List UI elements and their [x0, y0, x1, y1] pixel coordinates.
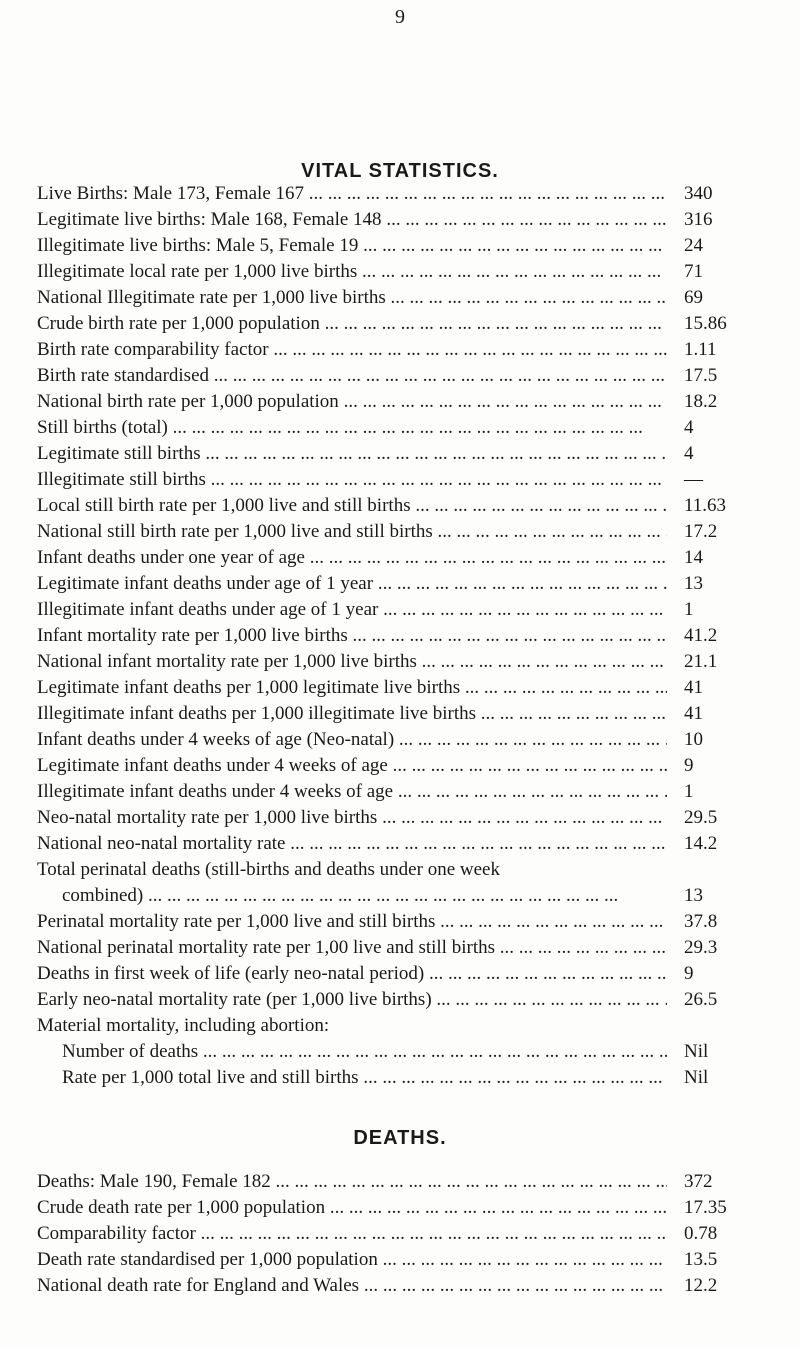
stat-label: Legitimate infant deaths under age of 1 year ... . — [37, 571, 667, 597]
stat-label: Legitimate live births: Male 168, Female 148 ... . — [37, 207, 667, 233]
deaths-heading: DEATHS. — [353, 1127, 447, 1149]
stat-value: 14.2 — [684, 833, 718, 854]
stat-label: National infant mortality rate per 1,000 live births ... . — [37, 649, 667, 675]
stat-label: Death rate standardised per 1,000 population ... . — [37, 1247, 667, 1273]
stat-value: 17.35 — [684, 1197, 727, 1218]
stat-value: 13 — [684, 885, 703, 906]
stat-label: Deaths: Male 190, Female 182 ... . — [37, 1169, 667, 1195]
vital-statistics-heading: VITAL STATISTICS. — [301, 160, 499, 182]
stat-value: 26.5 — [684, 989, 718, 1010]
stat-value: 13 — [684, 573, 703, 594]
stat-label: Infant deaths under 4 weeks of age (Neo-natal) ... . — [37, 727, 667, 753]
stat-label: Illegitimate infant deaths under 4 weeks of age ... . — [37, 779, 667, 805]
stat-label: Infant mortality rate per 1,000 live births ... . — [37, 623, 667, 649]
stat-value: Nil — [684, 1041, 709, 1062]
stat-label: combined) ... . — [62, 883, 667, 909]
stat-label: National birth rate per 1,000 population ... . — [37, 389, 667, 415]
stat-value: 41 — [684, 677, 703, 698]
stat-value: 1 — [684, 599, 694, 620]
stat-label: Rate per 1,000 total live and still births ... . — [62, 1065, 667, 1091]
stat-value: 10 — [684, 729, 703, 750]
stat-label: Number of deaths ... . — [62, 1039, 667, 1065]
stat-value: 71 — [684, 261, 703, 282]
stat-label: National Illegitimate rate per 1,000 live births ... . — [37, 285, 667, 311]
stat-value: 372 — [684, 1171, 713, 1192]
stat-label: Perinatal mortality rate per 1,000 live and still births ... . — [37, 909, 667, 935]
stat-label: National death rate for England and Wales ... . — [37, 1273, 667, 1299]
stat-value: 12.2 — [684, 1275, 718, 1296]
stat-value: 17.5 — [684, 365, 718, 386]
stat-value: 29.5 — [684, 807, 718, 828]
stat-value: 24 — [684, 235, 703, 256]
stat-label: Birth rate comparability factor ... . — [37, 337, 667, 363]
stat-value: 41.2 — [684, 625, 718, 646]
stat-value: 11.63 — [684, 495, 727, 516]
stat-label: Crude death rate per 1,000 population ... . — [37, 1195, 667, 1221]
page-number: 9 — [395, 6, 405, 28]
stat-value: 13.5 — [684, 1249, 718, 1270]
stat-value: 340 — [684, 183, 713, 204]
stat-value: 37.8 — [684, 911, 718, 932]
stat-value: 1.11 — [684, 339, 717, 360]
stat-label: Illegitimate live births: Male 5, Female 19 ... . — [37, 233, 667, 259]
stat-value: 9 — [684, 963, 694, 984]
stat-value: 4 — [684, 417, 694, 438]
stat-label: Legitimate infant deaths under 4 weeks of age ... . — [37, 753, 667, 779]
stat-value: 4 — [684, 443, 694, 464]
stat-label: National still birth rate per 1,000 live and still births ... . — [37, 519, 667, 545]
stat-value: 15.86 — [684, 313, 727, 334]
stat-label: Crude birth rate per 1,000 population ... . — [37, 311, 667, 337]
stat-value: 21.1 — [684, 651, 718, 672]
stat-label: Illegitimate still births ... . — [37, 467, 667, 493]
stat-value: 14 — [684, 547, 703, 568]
stat-label: Birth rate standardised ... . — [37, 363, 667, 389]
stat-value: 0.78 — [684, 1223, 718, 1244]
stat-label: Live Births: Male 173, Female 167 ... . — [37, 181, 667, 207]
stat-label: Still births (total) ... . — [37, 415, 667, 441]
stat-label: Early neo-natal mortality rate (per 1,000 live births) ... . — [37, 987, 667, 1013]
stat-label: Legitimate still births ... . — [37, 441, 667, 467]
stat-label: Legitimate infant deaths per 1,000 legitimate live births ... . — [37, 675, 667, 701]
stat-label: Illegitimate infant deaths under age of 1 year ... . — [37, 597, 667, 623]
stat-value: 1 — [684, 781, 694, 802]
stat-label: Total perinatal deaths (still-births and deaths under one week — [37, 859, 500, 880]
stat-label: Neo-natal mortality rate per 1,000 live births ... . — [37, 805, 667, 831]
stat-value: 18.2 — [684, 391, 718, 412]
stat-label: Deaths in first week of life (early neo-natal period) ... . — [37, 961, 667, 987]
stat-label: Infant deaths under one year of age ... . — [37, 545, 667, 571]
stat-label: National perinatal mortality rate per 1,00 live and still births ... . — [37, 935, 667, 961]
stat-label: Illegitimate infant deaths per 1,000 illegitimate live births ... . — [37, 701, 667, 727]
stat-value: Nil — [684, 1067, 709, 1088]
stat-value: 29.3 — [684, 937, 718, 958]
stat-value: 17.2 — [684, 521, 718, 542]
stat-value: 316 — [684, 209, 713, 230]
stat-value: 69 — [684, 287, 703, 308]
stat-label: Local still birth rate per 1,000 live and still births ... . — [37, 493, 667, 519]
stat-label: National neo-natal mortality rate ... . — [37, 831, 667, 857]
stat-value: — — [684, 469, 703, 490]
stat-label: Illegitimate local rate per 1,000 live births ... . — [37, 259, 667, 285]
stat-label: Comparability factor ... . — [37, 1221, 667, 1247]
stat-value: 9 — [684, 755, 694, 776]
stat-label: Material mortality, including abortion: — [37, 1015, 330, 1036]
stat-value: 41 — [684, 703, 703, 724]
